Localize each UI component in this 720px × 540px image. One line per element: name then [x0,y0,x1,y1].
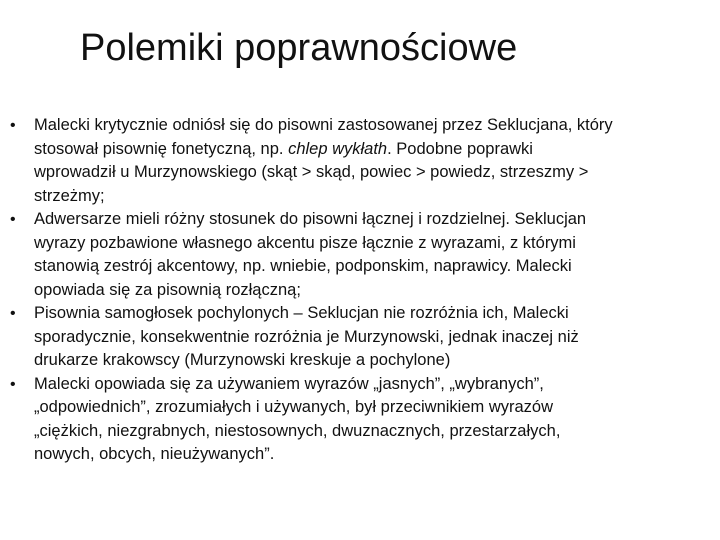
bullet-item-2 [10,208,710,302]
item-3-line-2: sporadycznie, konsekwentnie rozróżnia je Murzynowski, jednak inaczej niż [34,327,579,346]
bullet-item-3 [10,302,710,373]
item-4-line-2: „odpowiednich”, zrozumiałych i używanych, był przeciwnikiem wyrazów [34,398,554,416]
item-2-line-1: Adwersarze mieli różny stosunek do pisowni łącznej i rozdzielnej. Seklucjan [34,210,587,228]
bullet-icon: • [10,117,16,134]
bullet-item-1 [10,114,710,208]
item-1-line-2-pre: stosował pisownię fonetyczną, np. [34,139,289,158]
bullet-icon: • [10,211,16,228]
item-2-line-2: wyrazy pozbawione własnego akcentu pisze łącznie z wyrazami, z którymi [34,233,576,252]
item-1-line-2-post: . Podobne poprawki [387,139,533,158]
item-1-line-2-example: chlep wykłath [288,139,388,158]
item-1-line-3: wprowadził u Murzynowskiego (skąt > skąd, powiec > powiedz, strzeszmy > [34,163,589,181]
item-3-line-3: drukarze krakowscy (Murzynowski kreskuje a pochylone) [34,351,451,369]
item-3-line-1: Pisownia samogłosek pochylonych – Seklucjan nie rozróżnia ich, Malecki [34,304,569,322]
item-1-line-1: Malecki krytycznie odniósł się do pisowni zastosowanej przez Seklucjana, który [34,116,613,134]
item-1-line-2 [34,138,710,162]
bullet-list [10,114,710,467]
bullet-icon: • [10,305,16,322]
item-1-line-4: strzeżmy; [34,186,105,205]
item-4-line-1: Malecki opowiada się za używaniem wyrazów „jasnych”, „wybranych”, [34,374,544,393]
bullet-icon: • [10,375,16,393]
item-4-line-3: „ciężkich, niezgrabnych, niestosownych, dwuznacznych, przestarzałych, [34,421,561,440]
item-2-line-4: opowiada się za pisownią rozłączną; [34,280,301,299]
item-4-line-4: nowych, obcych, nieużywanych”. [34,445,275,463]
item-2-line-3: stanowią zestrój akcentowy, np. wniebie, podponskim, naprawicy. Malecki [34,257,572,275]
bullet-item-4 [10,373,710,467]
slide-title: Polemiki poprawnościowe [80,27,518,69]
